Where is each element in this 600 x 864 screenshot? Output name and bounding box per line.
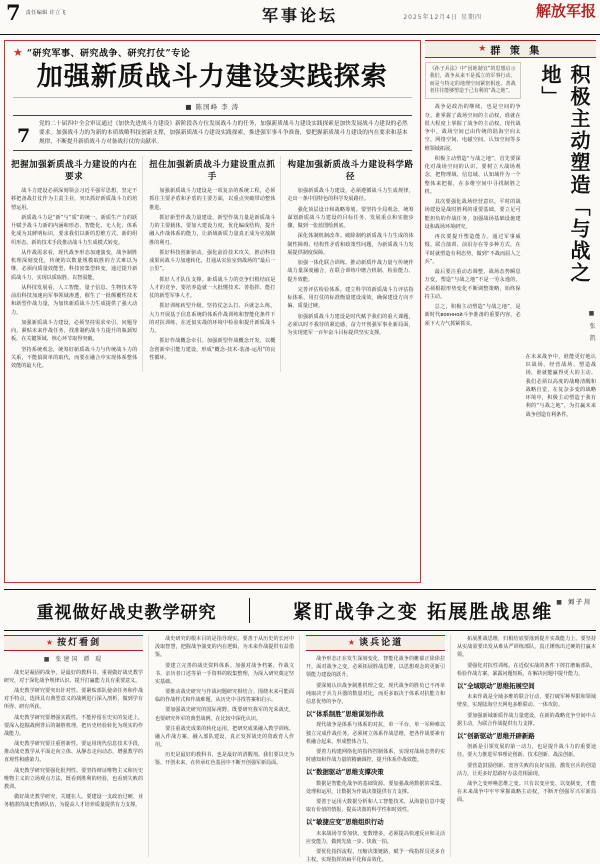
lead-paragraph: 抓好训练转型升级。坚持仗怎么打、兵就怎么练，大力开展基于信息系统的体系作战训练和智能化条件下的对抗训练，在近似实战的环境中检验和提升新质战斗力。 (149, 303, 276, 335)
bottom-paragraph: 要着力构建网络化的指挥控制体系，实现对战场态势的实时感知和作战力量的精确调控，提升体系作战效能。 (306, 748, 445, 764)
bottom-paragraph: 要营造鼓励创新、宽容失败的良好氛围，激发官兵的创造活力，让更多好思路好办法竞相涌现。 (457, 762, 596, 777)
lead-paragraph: 加强新质战斗力建设，必须坚持需求牵引、问题导向，紧贴未来作战任务，找准制约战斗力提升的瓶颈短板，在关键领域、核心环节取得突破。 (11, 319, 138, 343)
bottom-paragraph: 战争形态正在发生深刻变化，智能化战争的帷幕正徐徐拉开。面对战争之变，必须拓展胜战思维，以思想观念的更新引领能力建设的跃升。 (306, 656, 445, 679)
rail-title-column (526, 62, 596, 583)
bottom-badge-1 (4, 635, 143, 651)
star-icon: ★ (347, 637, 356, 647)
bottom-paragraph: 要建立完善的战史资料体系。加强对战争档案、作战文书、亲历者口述等第一手资料的收集整理，为深入研究奠定坚实基础。 (155, 662, 294, 685)
lead-paragraph: 加强新质战斗力建设是一项复杂的系统工程，必须抓住主要矛盾和矛盾的主要方面，以重点突破带动整体推进。 (149, 188, 276, 211)
masthead (0, 0, 600, 35)
bottom-column-2 (155, 635, 300, 857)
bottom-paragraph: 战争之变呼唤思维之变。只有以变应变、以变制变，才能在未来战争中牢牢掌握战略主动权，不断开创强军兴军新局面。 (457, 780, 596, 804)
lead-kicker (13, 46, 414, 59)
lead-paragraph: 新质战斗力是“新”与“质”的统一。新质生产力的跃升赋予战斗力新的内涵和形态，智能化、无人化、体系化成为其鲜明标识，要求我们以新的思维方式、新的组织形态、新的技术手段推动战斗力生成模式转变。 (11, 214, 138, 246)
bottom-paragraph: 战史教学研究要突出针对性。要紧贴部队使命任务和作战对手特点，选择具有典型意义的战例进行深入剖析，做到学有所得、研有所获。 (4, 688, 143, 711)
bottom-paragraph: 要善于运用大数据分析和人工智能技术，从海量信息中提取有价值的情报，提高决策的科学性和时效性。 (306, 798, 445, 814)
lead-paragraph: 加强一体化联合训练。推动新质作战力量与传统作战力量深度融合，在联合训练中磨合机制、检验能力、提升效能。 (287, 260, 414, 283)
bottom-subheading: 以“数据驱动”思维支撑决策 (306, 768, 384, 777)
bottom-paragraph: 要加强战史研究的国际视野。既要研究我军的光荣战史，也要研究外军的典型战例，在比较中深化认识。 (155, 707, 294, 722)
rail-paragraph: 最后要注重动态调整。战场态势瞬息万变，塑造“与战之地”不是一劳永逸的，必须根据形势变化不断调整策略，始终保持主动。 (424, 269, 521, 300)
lead-paragraph: 深化体制机制改革。破除制约新质战斗力生成的体制性障碍、结构性矛盾和政策性问题，为新质战斗力发展提供制度保障。 (287, 233, 414, 256)
lead-paragraph: 从科技发展看，人工智能、量子信息、生物技术等前沿科技加速向军事领域渗透，催生了一批颠覆性技术和新型作战力量，为加快新质战斗力生成提供了强大动力。 (11, 284, 138, 316)
bottom-paragraph: 要推动战史研究与作战问题研究相结合。围绕未来可能面临的作战样式和作战难题，从历史中寻找答案和启示。 (155, 689, 294, 704)
masthead-editor: 责任编辑 许立飞 (25, 10, 66, 16)
lead-paragraph: 抓好新型作战力量建设。新型作战力量是新质战斗力的主要载体，要加大建设力度，优化编成结构，提升融入作战体系的能力，让新域新质力量真正成为克敌制胜的利刃。 (149, 214, 276, 246)
bottom-paragraph: 战史教学研究要强化批判性。要坚持辩证唯物主义和历史唯物主义的立场观点方法，既看到胜利的经验，也看到失败的教训。 (4, 767, 143, 790)
bottom-badge-1-title: 按灯看剑 (57, 637, 102, 648)
bottom-paragraph: 数据是智能化战争的基础资源。要加强战场数据的采集、处理和运用，让数据为作战决策提供有力支撑。 (306, 780, 445, 795)
publication-date: 2025年12月4日 星期四 (403, 14, 482, 21)
headline-divider (13, 97, 412, 98)
bottom-column-4 (457, 635, 596, 857)
bottom-paragraph: 历史是最好的教科书，也是最好的清醒剂。我们要以史为鉴、开创未来，在传承红色基因中不断开创强军新局面。 (155, 752, 294, 767)
bottom-paragraph: 要注重战史成果的转化运用。把研究成果融入教学训练、融入作战方案、融入部队建设，真正发挥战史的资政育人作用。 (155, 725, 294, 749)
lead-paragraph: 抓好作战概念牵引。加强新型作战概念开发，以概念创新牵引能力建设，形成“概念-技术-装备-运用”的良性循环。 (149, 338, 276, 361)
lead-abstract (13, 115, 412, 151)
lead-column-2 (149, 156, 281, 372)
bottom-paragraph: 未来战场节奏加快、变数增多，必须提高快速反应和灵活应变能力，做到先敌一步、快敌一拍。 (306, 830, 445, 845)
bottom-paragraph: 战史教学研究要注重创新性。要运用现代信息技术手段，推动战史教学从平面走向立体、从静态走向动态，增强教学的直观性和感染力。 (4, 741, 143, 764)
rail-paragraph: 其次要强化战场经营意识。平时的战场建设是战时胜利的重要基础，要立足可能担负的作战任务，加强战场基础设施建设和战场环境研究。 (424, 199, 521, 230)
lead-columns (11, 156, 414, 372)
lead-subhead-1: 把握加强新质战斗力建设的内在要求 (11, 160, 138, 182)
rail-paragraph: 再次要提升塑造能力。通过军事威慑、联合演训、前沿存在等多种方式，在平时就塑造有利态势，做到“不战而屈人之兵”。 (424, 234, 521, 265)
lead-byline: ■ 陈国峰 李 涛 (185, 103, 240, 112)
bottom-paragraph: 现代战争是体系与体系的对抗，单一平台、单一军种难以独立完成作战任务。必须树立体系作战思维，把各作战要素有机融合起来，形成整体合力。 (306, 722, 445, 745)
bottom-paragraph: 要优化指挥流程，压缩决策链路，赋予一线指挥员更多自主权，实现指挥的扁平化和高效化。 (306, 849, 445, 864)
lead-abstract-text: 党的二十届四中全会审议通过《加快先进战斗力建设》新阶段各方位发展战斗力的任务，加强新质战斗力建设实践探索是加快发展战斗力建设的必然要求。加强战斗力的为新的本质战略科技创新支撑，加强新质战斗力建设实践探索，推进强军事斗争准备，要把握新质战斗力建设的内在要求和基本规律，不断提升新质战斗力对备战打仗的贡献率。 (39, 121, 408, 145)
lead-paragraph: 强化顶层设计和战略筹划。要坚持全局观念，统筹谋划新质战斗力建设的目标任务、发展重点和实施步骤，做到一张蓝图绘到底。 (287, 206, 414, 230)
lead-paragraph: 完善评估检验体系。建立科学的新质战斗力评估指标体系，用打仗的标准衡量建设成效，确保建设方向不偏、质量过硬。 (287, 286, 414, 310)
bottom-column-3 (306, 635, 451, 864)
rail-paragraph: 战争是政治的继续，也是空间的争夺。谁掌握了战场空间的主动权，谁就在很大程度上掌握了战争的主动权。现代战争中，战场空间已由传统的陆海空向太空、网络空间、电磁空间、认知空间等多维领域拓展。 (424, 104, 521, 152)
bottom-paragraph: 要深刻认识战争制胜机理之变。现代战争的胜负已不再单纯取决于兵力兵器的数量对比，而更多取决于体系对抗能力和信息优势的争夺。 (306, 682, 445, 705)
rail-section-header (425, 40, 596, 58)
lead-paragraph: 坚持系统观念，统筹好新质战斗力与传统战斗力的关系，不能搞简单的取代，而要在融合中实现体系整体效能的最大化。 (11, 346, 138, 370)
rail-section-title: 群 策 集 (490, 45, 543, 57)
lead-paragraph: 加强新质战斗力建设，必须遵循战斗力生成规律，走出一条中国特色的科学发展路径。 (287, 188, 414, 203)
lead-paragraph: 从作战需求看，现代战争形态加速演变，战争制胜机理深刻变化，传统的以数量规模取胜的方式难以为继，必须向质量效能型、科技密集型转变，通过提升新质战斗力，实现以质取胜、以智驭能。 (11, 249, 138, 281)
bottom-paragraph: 战史研究的根本目的是指导现实。要善于从历史的长河中汲取智慧，把握战争演变的内在逻辑，为未来作战提供有益借鉴。 (155, 636, 294, 659)
bottom-subheading: 以“全域联动”思维拓展空间 (457, 681, 535, 690)
star-icon: ★ (13, 46, 23, 59)
lead-column-3 (287, 156, 413, 372)
mid-headline-band (4, 589, 596, 631)
mid-right-headline (250, 597, 596, 624)
top-section (0, 35, 600, 583)
bottom-paragraph: 创新是引领发展的第一动力，也是提升战斗力的重要途径。要大力推进军事理论创新、技术创新、战法创新。 (457, 744, 596, 759)
bottom-byline-1: ■ 张建国 谭 琨 (43, 656, 104, 663)
rail-paragraph: 积极主动塑造“与战之地”，首先要深化对战场空间的认识。要树立大战场观念，把物理域、信息域、认知域作为一个整体来把握，在多维空间中寻找制胜之机。 (424, 155, 521, 195)
bottom-subheading: 以“敏捷应变”思维组织行动 (306, 818, 384, 827)
lead-paragraph: 战斗力建设必须深刻领会习近平强军思想，坚定不移把备战打仗作为主责主业，突出抓好新质战斗力的培塑运用。 (11, 188, 138, 211)
lead-subhead-2: 扭住加强新质战斗力建设重点抓手 (149, 160, 276, 182)
bottom-paragraph: 要加强新域新质作战力量建设，在新的战略竞争空间中占据主动，为联合作战提供有力支撑。 (457, 712, 596, 727)
rail-body (425, 62, 596, 583)
bottom-subheading: 以“创新驱动”思维开辟新路 (457, 731, 535, 740)
right-rail (425, 40, 596, 583)
bottom-paragraph: 拓展胜战思维，归根结底要落到提升实战能力上。要坚持从实战需要出发从难从严训练部队，真正锤炼出过硬的打赢本领。 (457, 636, 596, 659)
lead-column-1 (11, 156, 143, 372)
bottom-subheading: 以“体系制胜”思维谋划作战 (306, 710, 384, 719)
lead-kicker-text: “研究军事、研究战争、研究打仗”专论 (26, 49, 191, 59)
mid-right-byline: ■ 刘子川 (556, 598, 592, 606)
page-number: 7 (6, 0, 21, 25)
bottom-paragraph: 战史教学研究要增强实践性。不能停留在史实的复述上，要深入挖掘战例背后的制胜机理，把历史经验转化为现实的作战能力。 (4, 714, 143, 737)
star-icon: ★ (478, 44, 487, 54)
rail-text-column (425, 62, 521, 583)
lead-article (4, 40, 421, 583)
rail-bottom-text: 在未来战争中，谁能更好地认识战场、经营战场、塑造战场，谁就能赢得更大的主动。我们必须以高度的战略清醒和战略自觉，在复杂多变的战略环境中，积极主动塑造于我有利的“与战之地”，为打赢未来战争创造有利条件。 (525, 353, 596, 418)
bottom-badge-3-title: 谈兵论道 (359, 637, 404, 648)
paper-logo: 解放军报 (535, 2, 596, 20)
mid-right-headline-text: 紧盯战争之变 拓展胜战思维 (292, 600, 554, 623)
lead-subhead-3: 构建加强新质战斗力建设科学路径 (287, 160, 414, 182)
star-icon: ★ (45, 637, 54, 647)
bottom-paragraph: 未来作战是全域多维的联合行动，要打破军种界限和领域壁垒，实现陆海空天网电多维联动、一体攻防。 (457, 694, 596, 709)
rail-paragraph: 总之，积极主动塑造“与战之地”，是新时代военной斗争准备的重要内容，必须下大力气抓紧抓实。 (424, 304, 521, 327)
lead-paragraph: 抓好科技创新驱动。强化前沿技术攻关，推动科技成果向战斗力加速转化，打通从实验室到战场的“最后一公里”。 (149, 249, 276, 273)
bottom-paragraph: 做好战史教学研究，关键在人。要建设一支政治过硬、业务精湛的战史教研队伍，为提高人才培养质量提供有力支撑。 (4, 794, 143, 809)
section-title: 军事论坛 (261, 6, 338, 25)
lead-headline: 加强新质战斗力建设实践探索 (36, 62, 388, 92)
bottom-column-1 (4, 635, 149, 857)
lead-paragraph: 抓好人才队伍支撑。新质战斗力的竞争归根结底是人才的竞争，要培养造就一大批懂技术、善指挥、能打仗的新型军事人才。 (149, 276, 276, 300)
rail-byline: ■ 张 凯 (588, 310, 595, 343)
rail-quote: 《孙子兵法》中“因地制宜”的思想启示我们，战争从来不是孤立的军事行动，而是与特定的地理空间紧密相连。善战者往往能够塑造于己有利的“战之地”。 (425, 62, 521, 99)
bottom-section (4, 635, 596, 864)
bottom-paragraph: 战史是凝固的战争，是最好的教科书。重视做好战史教学研究，对于深化战争规律认识、提升打赢能力具有重要意义。 (4, 669, 143, 684)
drop-cap: 7 (17, 125, 31, 148)
mid-left-headline: 重视做好战史教学研究 (4, 598, 250, 623)
rail-column-text (425, 103, 521, 328)
bottom-paragraph: 要强化对抗性训练。在近似实战的条件下摔打磨砺部队，检验作战方案，暴露问题短板，在解决问题中提升能力。 (457, 662, 596, 677)
lead-paragraph: 加强新质战斗力建设是时代赋予我们的重大课题，必须以时不我待的紧迫感，奋力开创强军事业新局面，为实现建军一百年奋斗目标提供坚实支撑。 (287, 313, 414, 337)
rail-vertical-headline: 积极主动塑造「与战之地」 (538, 64, 591, 284)
bottom-badge-3 (306, 635, 445, 651)
